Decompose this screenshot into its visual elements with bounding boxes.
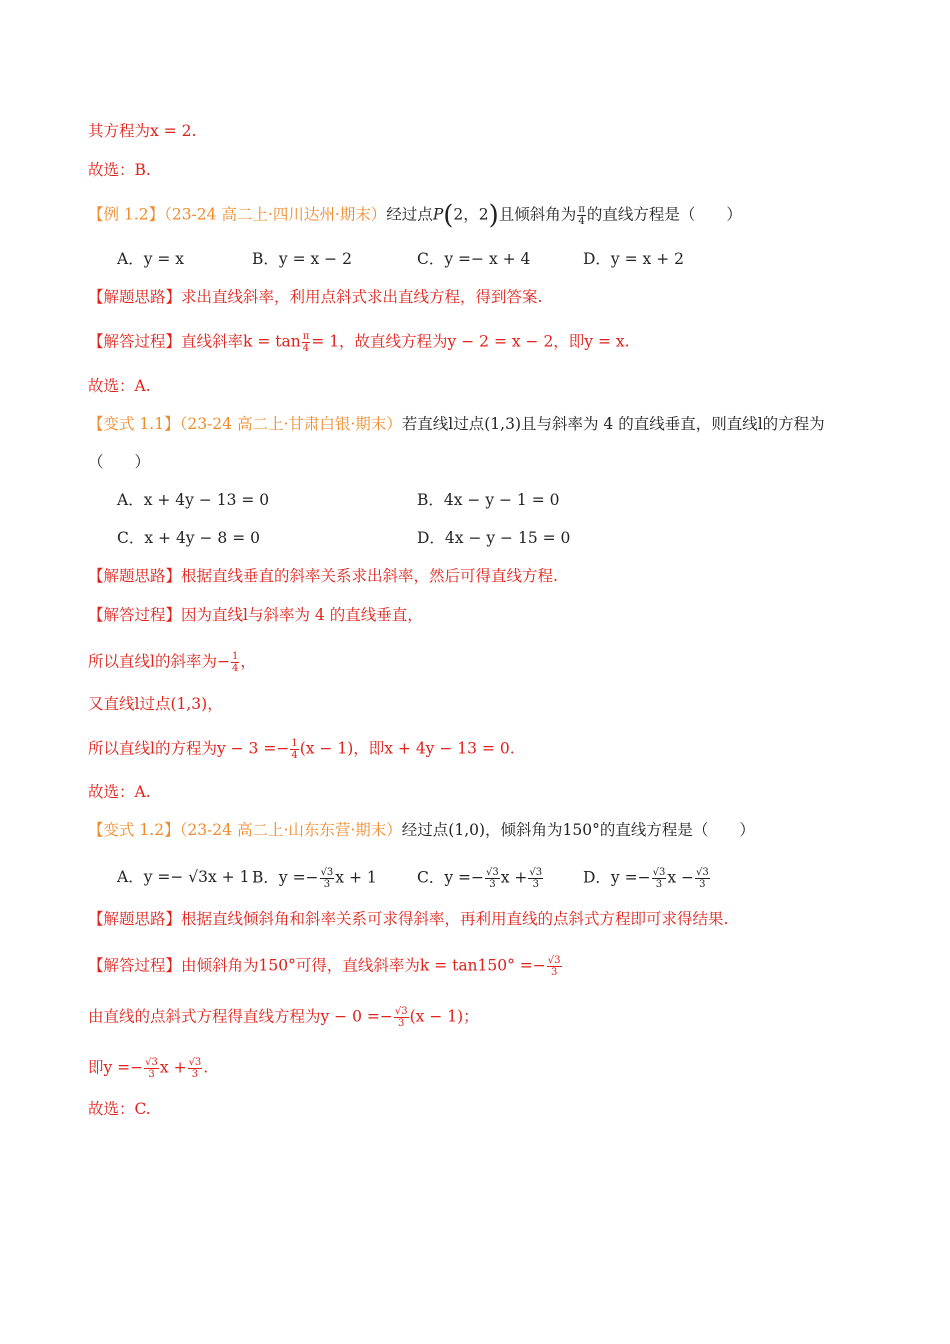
- solution-step: 即y =− $\frac{√3}{3}$ x + $\frac{√3}{3}$ .: [88, 1057, 209, 1080]
- option-a: A．x + 4y − 13 = 0: [117, 491, 270, 509]
- variant-tag: 【变式 1.1】: [88, 415, 180, 433]
- variant-source: （23-24 高二上·甘肃白银·期末）: [179, 415, 402, 433]
- answer: 故选：C.: [88, 1100, 151, 1118]
- point-coords: 2，2: [453, 205, 489, 224]
- solution-step: 又直线l过点(1,3)，: [88, 695, 223, 713]
- option-b: B．y = x − 2: [252, 250, 352, 268]
- variant-source: （23-24 高二上·山东东营·期末）: [179, 821, 402, 839]
- option-a: A．y = x: [117, 250, 185, 268]
- solution-process: 【解答过程】因为直线l与斜率为 4 的直线垂直，: [88, 606, 423, 624]
- option-d: D．y =− $\frac{√3}{3}$ x − $\frac{√3}{3}$: [583, 867, 709, 890]
- prev-answer: 故选：B.: [88, 161, 151, 179]
- angle-fraction: $\frac{\pi}{4}$: [578, 204, 585, 227]
- solution-process: 【解答过程】由倾斜角为150°可得，直线斜率为k = tan150° =− $\frac{√3}{3}$: [88, 955, 561, 978]
- solution-idea: 【解题思路】根据直线倾斜角和斜率关系可求得斜率，再利用直线的点斜式方程即可求得结果.: [88, 910, 729, 928]
- variant-tag: 【变式 1.2】: [88, 821, 180, 839]
- solution-step: 所以直线l的方程为y − 3 =− $\frac{1}{4}$ (x − 1)，即x + 4y − 13 = 0.: [88, 738, 515, 761]
- solution-step: 由直线的点斜式方程得直线方程为y − 0 =− $\frac{√3}{3}$ (x − 1)；: [88, 1006, 479, 1029]
- option-c: C．x + 4y − 8 = 0: [117, 529, 260, 547]
- solution-step: 所以直线l的斜率为− $\frac{1}{4}$ ，: [88, 651, 256, 674]
- solution-idea: 【解题思路】根据直线垂直的斜率关系求出斜率，然后可得直线方程.: [88, 567, 558, 585]
- option-b: B．4x − y − 1 = 0: [417, 491, 560, 509]
- example-1-2-question: 【例 1.2】（23-24 高二上·四川达州·期末）经过点P(2，2)且倾斜角为 $\frac{\pi}{4}$ 的直线方程是（ ）: [88, 200, 742, 231]
- option-c: C．y =− x + 4: [417, 250, 531, 268]
- example-source: （23-24 高二上·四川达州·期末）: [164, 205, 387, 224]
- answer: 故选：A.: [88, 377, 151, 395]
- variant-1-1-question: 【变式 1.1】（23-24 高二上·甘肃白银·期末）若直线l过点(1,3)且与斜率为 4 的直线垂直，则直线l的方程为: [88, 415, 825, 433]
- stem-part: 且倾斜角为: [498, 205, 577, 224]
- option-d: D．y = x + 2: [583, 250, 684, 268]
- option-d: D．4x − y − 15 = 0: [417, 529, 571, 547]
- option-c: C．y =− $\frac{√3}{3}$ x + $\frac{√3}{3}$: [417, 867, 543, 890]
- answer: 故选：A.: [88, 783, 151, 801]
- solution-process: 【解答过程】直线斜率k = tan $\frac{\pi}{4}$ = 1，故直线方程为y − 2 = x − 2，即y = x.: [88, 331, 630, 354]
- stem-part: 的直线方程是（ ）: [586, 205, 742, 224]
- variant-1-2-question: 【变式 1.2】（23-24 高二上·山东东营·期末）经过点(1,0)，倾斜角为150°的直线方程是（ ）: [88, 821, 755, 839]
- point-label: P: [432, 205, 444, 224]
- stem-part: 经过点: [386, 205, 433, 224]
- solution-idea: 【解题思路】求出直线斜率，利用点斜式求出直线方程，得到答案.: [88, 288, 543, 306]
- example-tag: 【例 1.2】: [88, 205, 165, 224]
- answer-paren: （ ）: [88, 453, 151, 471]
- prev-equation: 其方程为x = 2.: [88, 122, 197, 140]
- option-b: B．y =− $\frac{√3}{3}$ x + 1: [252, 867, 377, 890]
- option-a: A．y =− √3x + 1: [117, 868, 250, 886]
